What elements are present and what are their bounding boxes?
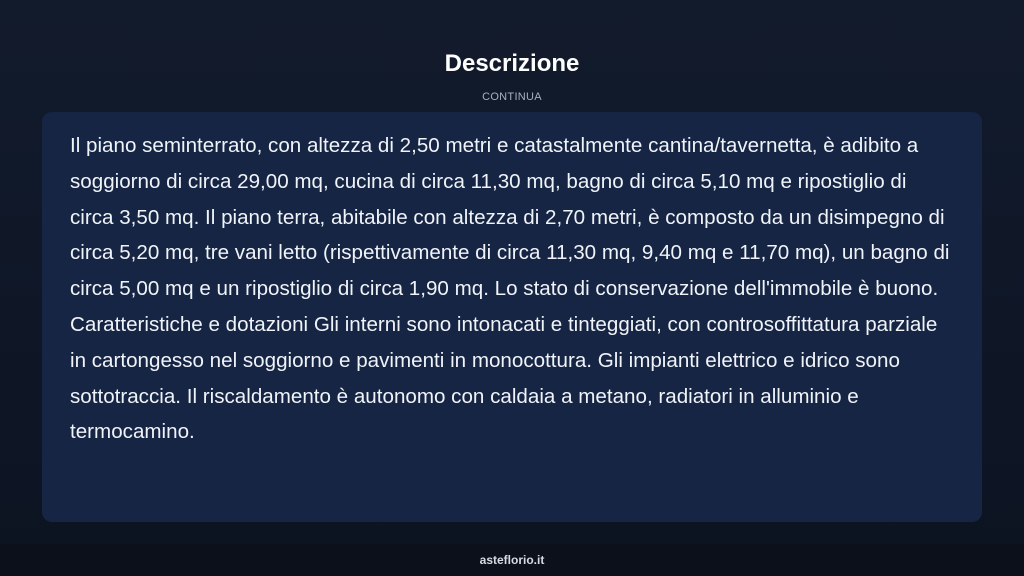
page-title: Descrizione [444, 50, 580, 77]
footer-site-label: asteflorio.it [479, 553, 545, 567]
page-subtitle: CONTINUA [482, 91, 542, 103]
footer-bar [0, 544, 1024, 576]
description-text: Il piano seminterrato, con altezza di 2,50 metri e catastalmente cantina/tavernetta, è adibito a soggiorno di circa 29,00 mq, cucina di circa 11,30 mq, bagno di circa 5,10 mq e ripostiglio di circa 3,50 mq. Il piano terra, abitabile con altezza di 2,70 metri, è composto da un disimpegno di circa 5,20 mq, tre vani letto (rispettivamente di circa 11,30 mq, 9,40 mq e 11,70 mq), un bagno di circa 5,00 mq e un ripostiglio di circa 1,90 mq. Lo stato di conservazione dell'immobile è buono. Caratteristiche e dotazioni Gli interni sono intonacati e tinteggiati, con controsoffittatura parziale in cartongesso nel soggiorno e pavimenti in monocottura. Gli impianti elettrico e idrico sono sottotraccia. Il riscaldamento è autonomo con caldaia a metano, radiatori in alluminio e termocamino. [70, 134, 950, 444]
description-card [42, 112, 982, 522]
